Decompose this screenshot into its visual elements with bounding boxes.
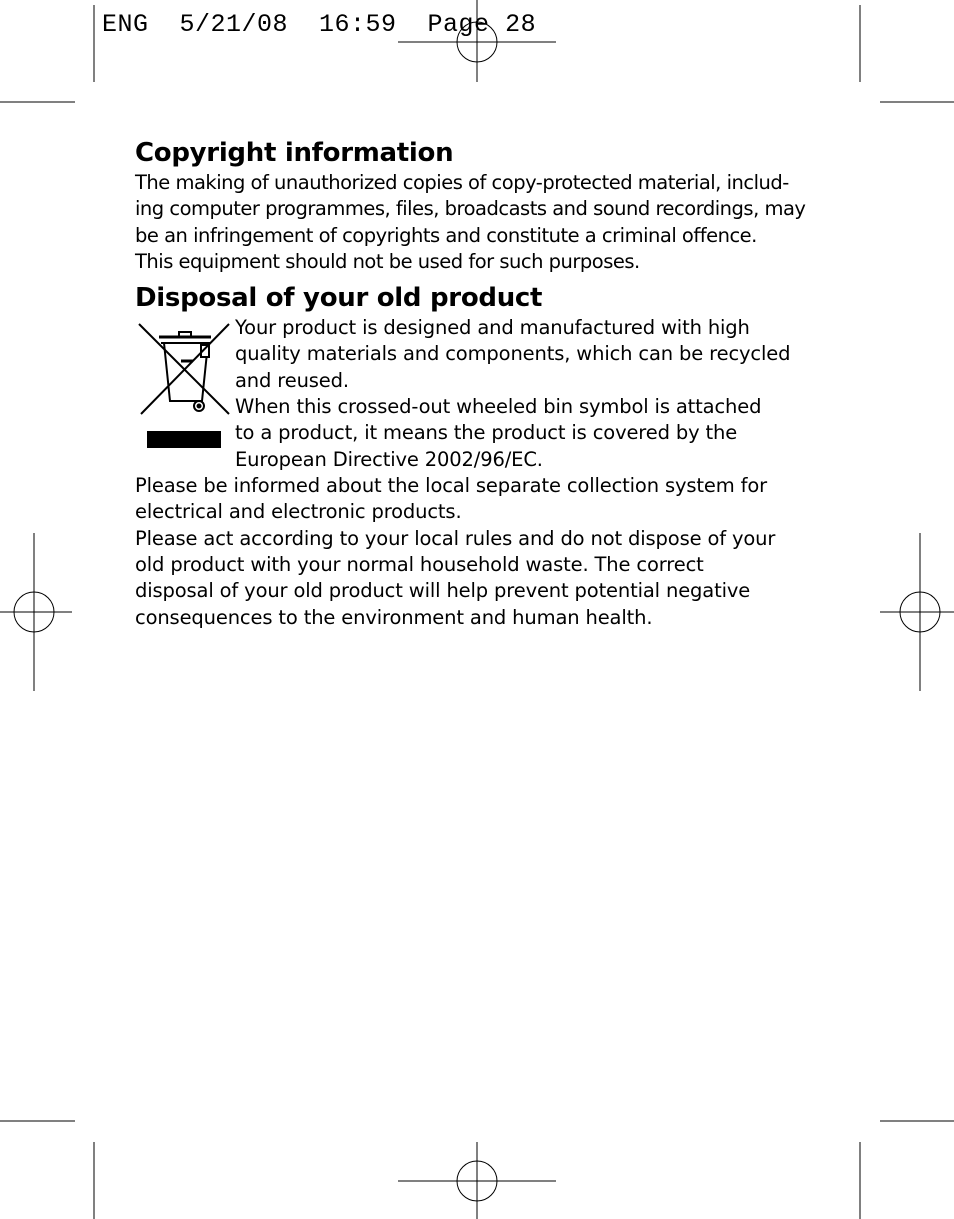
copyright-section — [135, 136, 835, 275]
copyright-line: be an infringement of copyrights and constitute a criminal offence. — [135, 223, 757, 247]
disposal-line: electrical and electronic products. — [135, 500, 462, 524]
disposal-full-text — [135, 473, 835, 631]
copyright-heading: Copyright information — [135, 138, 454, 168]
crossed-out-wheeled-bin-icon — [135, 319, 233, 477]
disposal-line: Please be informed about the local separate collection system for — [135, 474, 767, 498]
copyright-line: This equipment should not be used for such purposes. — [135, 249, 640, 273]
disposal-section — [135, 281, 835, 631]
disposal-line: consequences to the environment and human health. — [135, 605, 653, 629]
disposal-line: When this crossed-out wheeled bin symbol is attached — [235, 395, 762, 419]
disposal-line: European Directive 2002/96/EC. — [235, 447, 543, 471]
disposal-heading: Disposal of your old product — [135, 283, 543, 314]
page-content — [135, 136, 835, 631]
print-slug: ENG 5/21/08 16:59 Page 28 — [102, 10, 537, 39]
disposal-line: and reused. — [235, 368, 349, 392]
registration-mark-left — [0, 533, 72, 691]
disposal-line: old product with your normal household waste. The correct — [135, 553, 704, 577]
copyright-line: ing computer programmes, files, broadcasts and sound recordings, may — [135, 197, 806, 221]
disposal-line: Please act according to your local rules and do not dispose of your — [135, 526, 776, 550]
disposal-intro — [135, 315, 835, 473]
disposal-line: disposal of your old product will help prevent potential negative — [135, 579, 751, 603]
copyright-line: The making of unauthorized copies of copy-protected material, includ- — [135, 171, 789, 194]
disposal-side-text — [235, 315, 835, 473]
registration-mark-right — [880, 533, 954, 691]
registration-mark-bottom — [398, 1142, 556, 1219]
disposal-line: quality materials and components, which can be recycled — [235, 342, 791, 366]
disposal-line: to a product, it means the product is covered by the — [235, 421, 738, 445]
disposal-line: Your product is designed and manufactured with high — [235, 316, 750, 340]
